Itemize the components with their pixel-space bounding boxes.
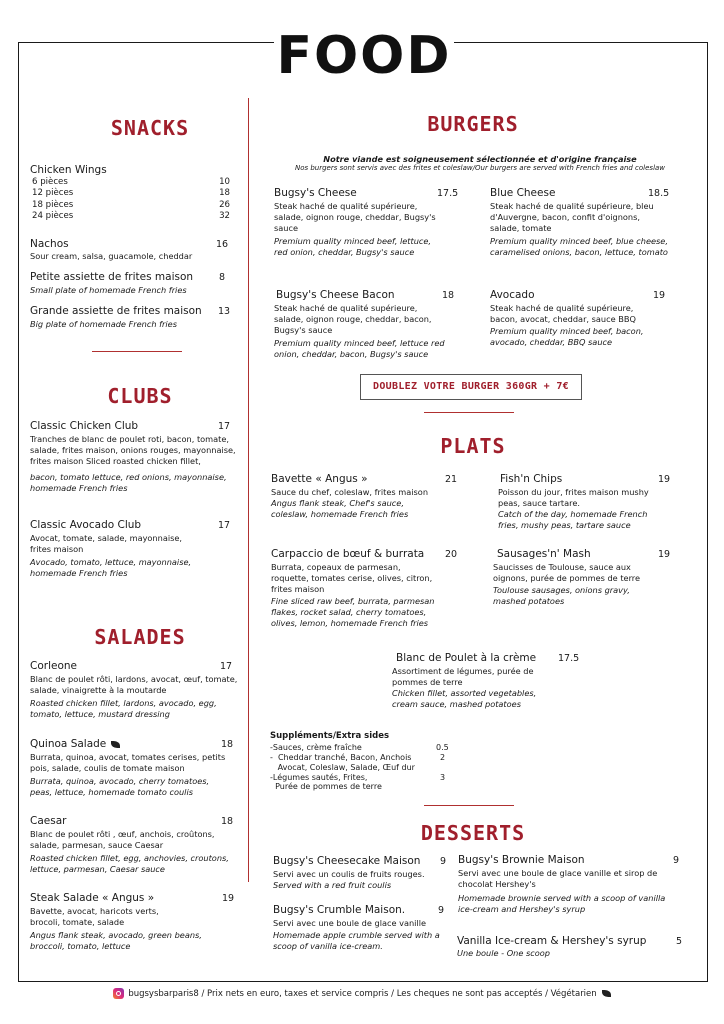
fish-chips-en: Catch of the day, homemade French fries, mushy peas, tartare sauce xyxy=(498,509,648,530)
nachos-price: 16 xyxy=(216,239,229,250)
steak-salade-name: Steak Salade « Angus » xyxy=(30,892,155,904)
bavette-en: Angus flank steak, Chef's sauce, coleslaw, homemade French fries xyxy=(271,498,409,519)
divider xyxy=(424,805,514,806)
cheese-bacon-desc: Steak haché de qualité supérieure, salade, oignon rouge, cheddar, bacon, Bugsy's sauce xyxy=(274,303,432,335)
carpaccio-desc: Burrata, copeaux de parmesan, roquette, tomates cerise, olives, citron, frites maison xyxy=(271,562,433,594)
double-burger-promo: DOUBLEZ VOTRE BURGER 360GR + 7€ xyxy=(360,374,582,400)
sausages-mash-name: Sausages'n' Mash xyxy=(497,548,591,560)
blue-cheese-desc: Steak haché de qualité supérieure, bleu d'Auvergne, bacon, confit d'oignons, salade, tomate xyxy=(490,201,654,233)
footer-text: bugsysbarparis8 / Prix nets en euro, taxes et service compris / Les cheques ne sont pas acceptés / Végétarien xyxy=(128,989,597,999)
snacks-heading: SNACKS xyxy=(110,116,190,140)
fish-chips-desc: Poisson du jour, frites maison mushy peas, sauce tartare. xyxy=(498,487,649,508)
caesar-name: Caesar xyxy=(30,815,67,827)
petite-frites-name: Petite assiette de frites maison xyxy=(30,271,194,283)
wings-qty: 12 pièces xyxy=(32,188,74,198)
avocado-burger-en: Premium quality minced beef, bacon, avocado, cheddar, BBQ sauce xyxy=(490,326,644,347)
cheese-bacon-en: Premium quality minced beef, lettuce red onion, cheddar, bacon, Bugsy's sauce xyxy=(274,338,445,359)
cheesecake-price: 9 xyxy=(440,856,447,867)
bugsys-cheese-en: Premium quality minced beef, lettuce, red onion, cheddar, Bugsy's sauce xyxy=(274,236,432,257)
caesar-en: Roasted chicken fillet, egg, anchovies, croutons, lettuce, parmesan, Caesar sauce xyxy=(30,853,229,874)
bugsys-cheese-name: Bugsy's Cheese xyxy=(274,187,357,199)
quinoa-price: 18 xyxy=(221,739,234,750)
vanilla-ice-name: Vanilla Ice-cream & Hershey's syrup xyxy=(457,935,647,947)
footer xyxy=(0,988,724,1000)
chicken-club-desc: Tranches de blanc de poulet roti, bacon, tomate, salade, frites maison, onions rouges, mayonnaise, frites maison Sliced roasted chicken fillet, xyxy=(30,434,236,466)
bugsys-cheese-price: 17.5 xyxy=(437,188,459,199)
quinoa-name xyxy=(30,738,120,751)
cheesecake-name: Bugsy's Cheesecake Maison xyxy=(273,855,421,867)
chicken-wings-name: Chicken Wings xyxy=(30,164,107,176)
wings-row xyxy=(32,200,230,211)
supplement-row: -Légumes sautés, Frites, xyxy=(270,773,368,782)
clubs-heading: CLUBS xyxy=(107,384,173,408)
supplements-heading: Suppléments/Extra sides xyxy=(270,731,390,741)
caesar-price: 18 xyxy=(221,816,234,827)
cheesecake-en: Served with a red fruit coulis xyxy=(273,880,392,890)
quinoa-en: Burrata, quinoa, avocado, cherry tomatoes, peas, lettuce, homemade tomato coulis xyxy=(30,776,210,797)
vanilla-ice-en: Une boule - One scoop xyxy=(457,948,550,958)
supplement-row: Purée de pommes de terre xyxy=(270,782,382,791)
grande-frites-en: Big plate of homemade French fries xyxy=(30,319,177,329)
corleone-price: 17 xyxy=(220,661,233,672)
bavette-name: Bavette « Angus » xyxy=(271,473,368,485)
caesar-desc: Blanc de poulet rôti , œuf, anchois, croûtons, salade, parmesan, sauce Caesar xyxy=(30,829,215,850)
nachos-desc: Sour cream, salsa, guacamole, cheddar xyxy=(30,251,193,261)
wings-row xyxy=(32,211,230,222)
supplement-row: - Cheddar tranché, Bacon, Anchois xyxy=(270,753,412,762)
burgers-heading: BURGERS xyxy=(427,112,519,136)
brownie-name: Bugsy's Brownie Maison xyxy=(458,854,585,866)
quinoa-label: Quinoa Salade xyxy=(30,738,107,750)
avocado-club-name: Classic Avocado Club xyxy=(30,519,142,531)
wings-price: 26 xyxy=(219,200,230,210)
chicken-club-name: Classic Chicken Club xyxy=(30,420,139,432)
brownie-en: Homemade brownie served with a scoop of vanilla ice-cream and Hershey's syrup xyxy=(458,893,666,914)
wings-price: 32 xyxy=(219,211,230,221)
salades-heading: SALADES xyxy=(94,625,186,649)
burgers-served: Nos burgers sont servis avec des frites et coleslaw/Our burgers are served with French fries and coleslaw xyxy=(294,164,666,172)
blue-cheese-en: Premium quality minced beef, blue cheese, caramelised onions, bacon, lettuce, tomato xyxy=(490,236,668,257)
grande-frites-name: Grande assiette de frites maison xyxy=(30,305,202,317)
bavette-desc: Sauce du chef, coleslaw, frites maison xyxy=(271,487,429,497)
wings-qty: 24 pièces xyxy=(32,211,74,221)
avocado-burger-desc: Steak haché de qualité supérieure, bacon, avocat, cheddar, sauce BBQ xyxy=(490,303,636,324)
fish-chips-name: Fish'n Chips xyxy=(500,473,563,485)
poulet-creme-en: Chicken fillet, assorted vegetables, cream sauce, mashed potatoes xyxy=(392,688,537,709)
wings-price: 18 xyxy=(219,188,230,198)
cheesecake-desc: Servi avec un coulis de fruits rouges. xyxy=(273,869,425,879)
chicken-club-en: bacon, tomato lettuce, red onions, mayonnaise, homemade French fries xyxy=(30,472,227,493)
poulet-creme-desc: Assortiment de légumes, purée de pommes de terre xyxy=(392,666,534,687)
desserts-heading: DESSERTS xyxy=(420,821,526,845)
avocado-club-price: 17 xyxy=(218,520,231,531)
corleone-name: Corleone xyxy=(30,660,77,672)
blue-cheese-price: 18.5 xyxy=(648,188,670,199)
crumble-name: Bugsy's Crumble Maison. xyxy=(273,904,406,916)
cheese-bacon-name: Bugsy's Cheese Bacon xyxy=(276,289,395,301)
corleone-desc: Blanc de poulet rôti, lardons, avocat, œuf, tomate, salade, vinaigrette à la moutarde xyxy=(30,674,238,695)
steak-salade-price: 19 xyxy=(222,893,235,904)
column-divider xyxy=(248,98,249,882)
instagram-icon[interactable] xyxy=(113,988,124,999)
nachos-name: Nachos xyxy=(30,238,69,250)
carpaccio-name: Carpaccio de bœuf & burrata xyxy=(271,548,425,560)
supplement-price: 2 xyxy=(440,753,446,762)
avocado-burger-name: Avocado xyxy=(490,289,535,301)
supplement-row: -Sauces, crème fraîche xyxy=(270,743,362,752)
crumble-price: 9 xyxy=(438,905,445,916)
wings-qty: 6 pièces xyxy=(32,177,68,187)
page-title: FOOD xyxy=(276,26,452,86)
avocado-club-en: Avocado, tomato, lettuce, mayonnaise, homemade French fries xyxy=(30,557,192,578)
wings-row xyxy=(32,177,230,188)
brownie-price: 9 xyxy=(673,855,680,866)
wings-row xyxy=(32,188,230,199)
steak-salade-en: Angus flank steak, avocado, green beans, broccoli, tomato, lettuce xyxy=(30,930,202,951)
avocado-club-desc: Avocat, tomate, salade, mayonnaise, frites maison xyxy=(30,533,183,554)
supplement-price: 0.5 xyxy=(436,743,449,752)
divider xyxy=(424,412,514,413)
sausages-mash-price: 19 xyxy=(658,549,671,560)
corleone-en: Roasted chicken fillet, lardons, avocado, egg, tomato, lettuce, mustard dressing xyxy=(30,698,217,719)
sausages-mash-en: Toulouse sausages, onions gravy, mashed potatoes xyxy=(493,585,630,606)
steak-salade-desc: Bavette, avocat, haricots verts, brocoli, tomate, salade xyxy=(30,906,159,927)
chicken-club-price: 17 xyxy=(218,421,231,432)
bavette-price: 21 xyxy=(445,474,458,485)
carpaccio-price: 20 xyxy=(445,549,458,560)
vegetarian-leaf-icon xyxy=(111,741,120,748)
vegetarian-leaf-icon xyxy=(602,990,611,997)
petite-frites-en: Small plate of homemade French fries xyxy=(30,285,187,295)
crumble-desc: Servi avec une boule de glace vanille xyxy=(273,918,427,928)
divider xyxy=(92,351,182,352)
cheese-bacon-price: 18 xyxy=(442,290,455,301)
quinoa-desc: Burrata, quinoa, avocat, tomates cerises, petits pois, salade, coulis de tomate maison xyxy=(30,752,226,773)
fish-chips-price: 19 xyxy=(658,474,671,485)
petite-frites-price: 8 xyxy=(219,272,226,283)
poulet-creme-price: 17.5 xyxy=(558,653,580,664)
brownie-desc: Servi avec une boule de glace vanille et sirop de chocolat Hershey's xyxy=(458,868,658,889)
bugsys-cheese-desc: Steak haché de qualité supérieure, salade, oignon rouge, cheddar, Bugsy's sauce xyxy=(274,201,436,233)
vanilla-ice-price: 5 xyxy=(676,936,683,947)
plats-heading: PLATS xyxy=(440,434,506,458)
supplement-row: Avocat, Coleslaw, Salade, Œuf dur xyxy=(270,763,415,772)
wings-price: 10 xyxy=(219,177,230,187)
crumble-en: Homemade apple crumble served with a scoop of vanilla ice-cream. xyxy=(273,930,440,951)
supplement-price: 3 xyxy=(440,773,446,782)
sausages-mash-desc: Saucisses de Toulouse, sauce aux oignons, purée de pommes de terre xyxy=(493,562,641,583)
wings-qty: 18 pièces xyxy=(32,200,74,210)
poulet-creme-name: Blanc de Poulet à la crème xyxy=(396,652,537,664)
blue-cheese-name: Blue Cheese xyxy=(490,187,556,199)
carpaccio-en: Fine sliced raw beef, burrata, parmesan flakes, rocket salad, cherry tomatoes, olives, lemon, homemade French fries xyxy=(271,596,435,628)
avocado-burger-price: 19 xyxy=(653,290,666,301)
grande-frites-price: 13 xyxy=(218,306,231,317)
burgers-intro: Notre viande est soigneusement sélectionnée et d'origine française xyxy=(323,154,637,164)
